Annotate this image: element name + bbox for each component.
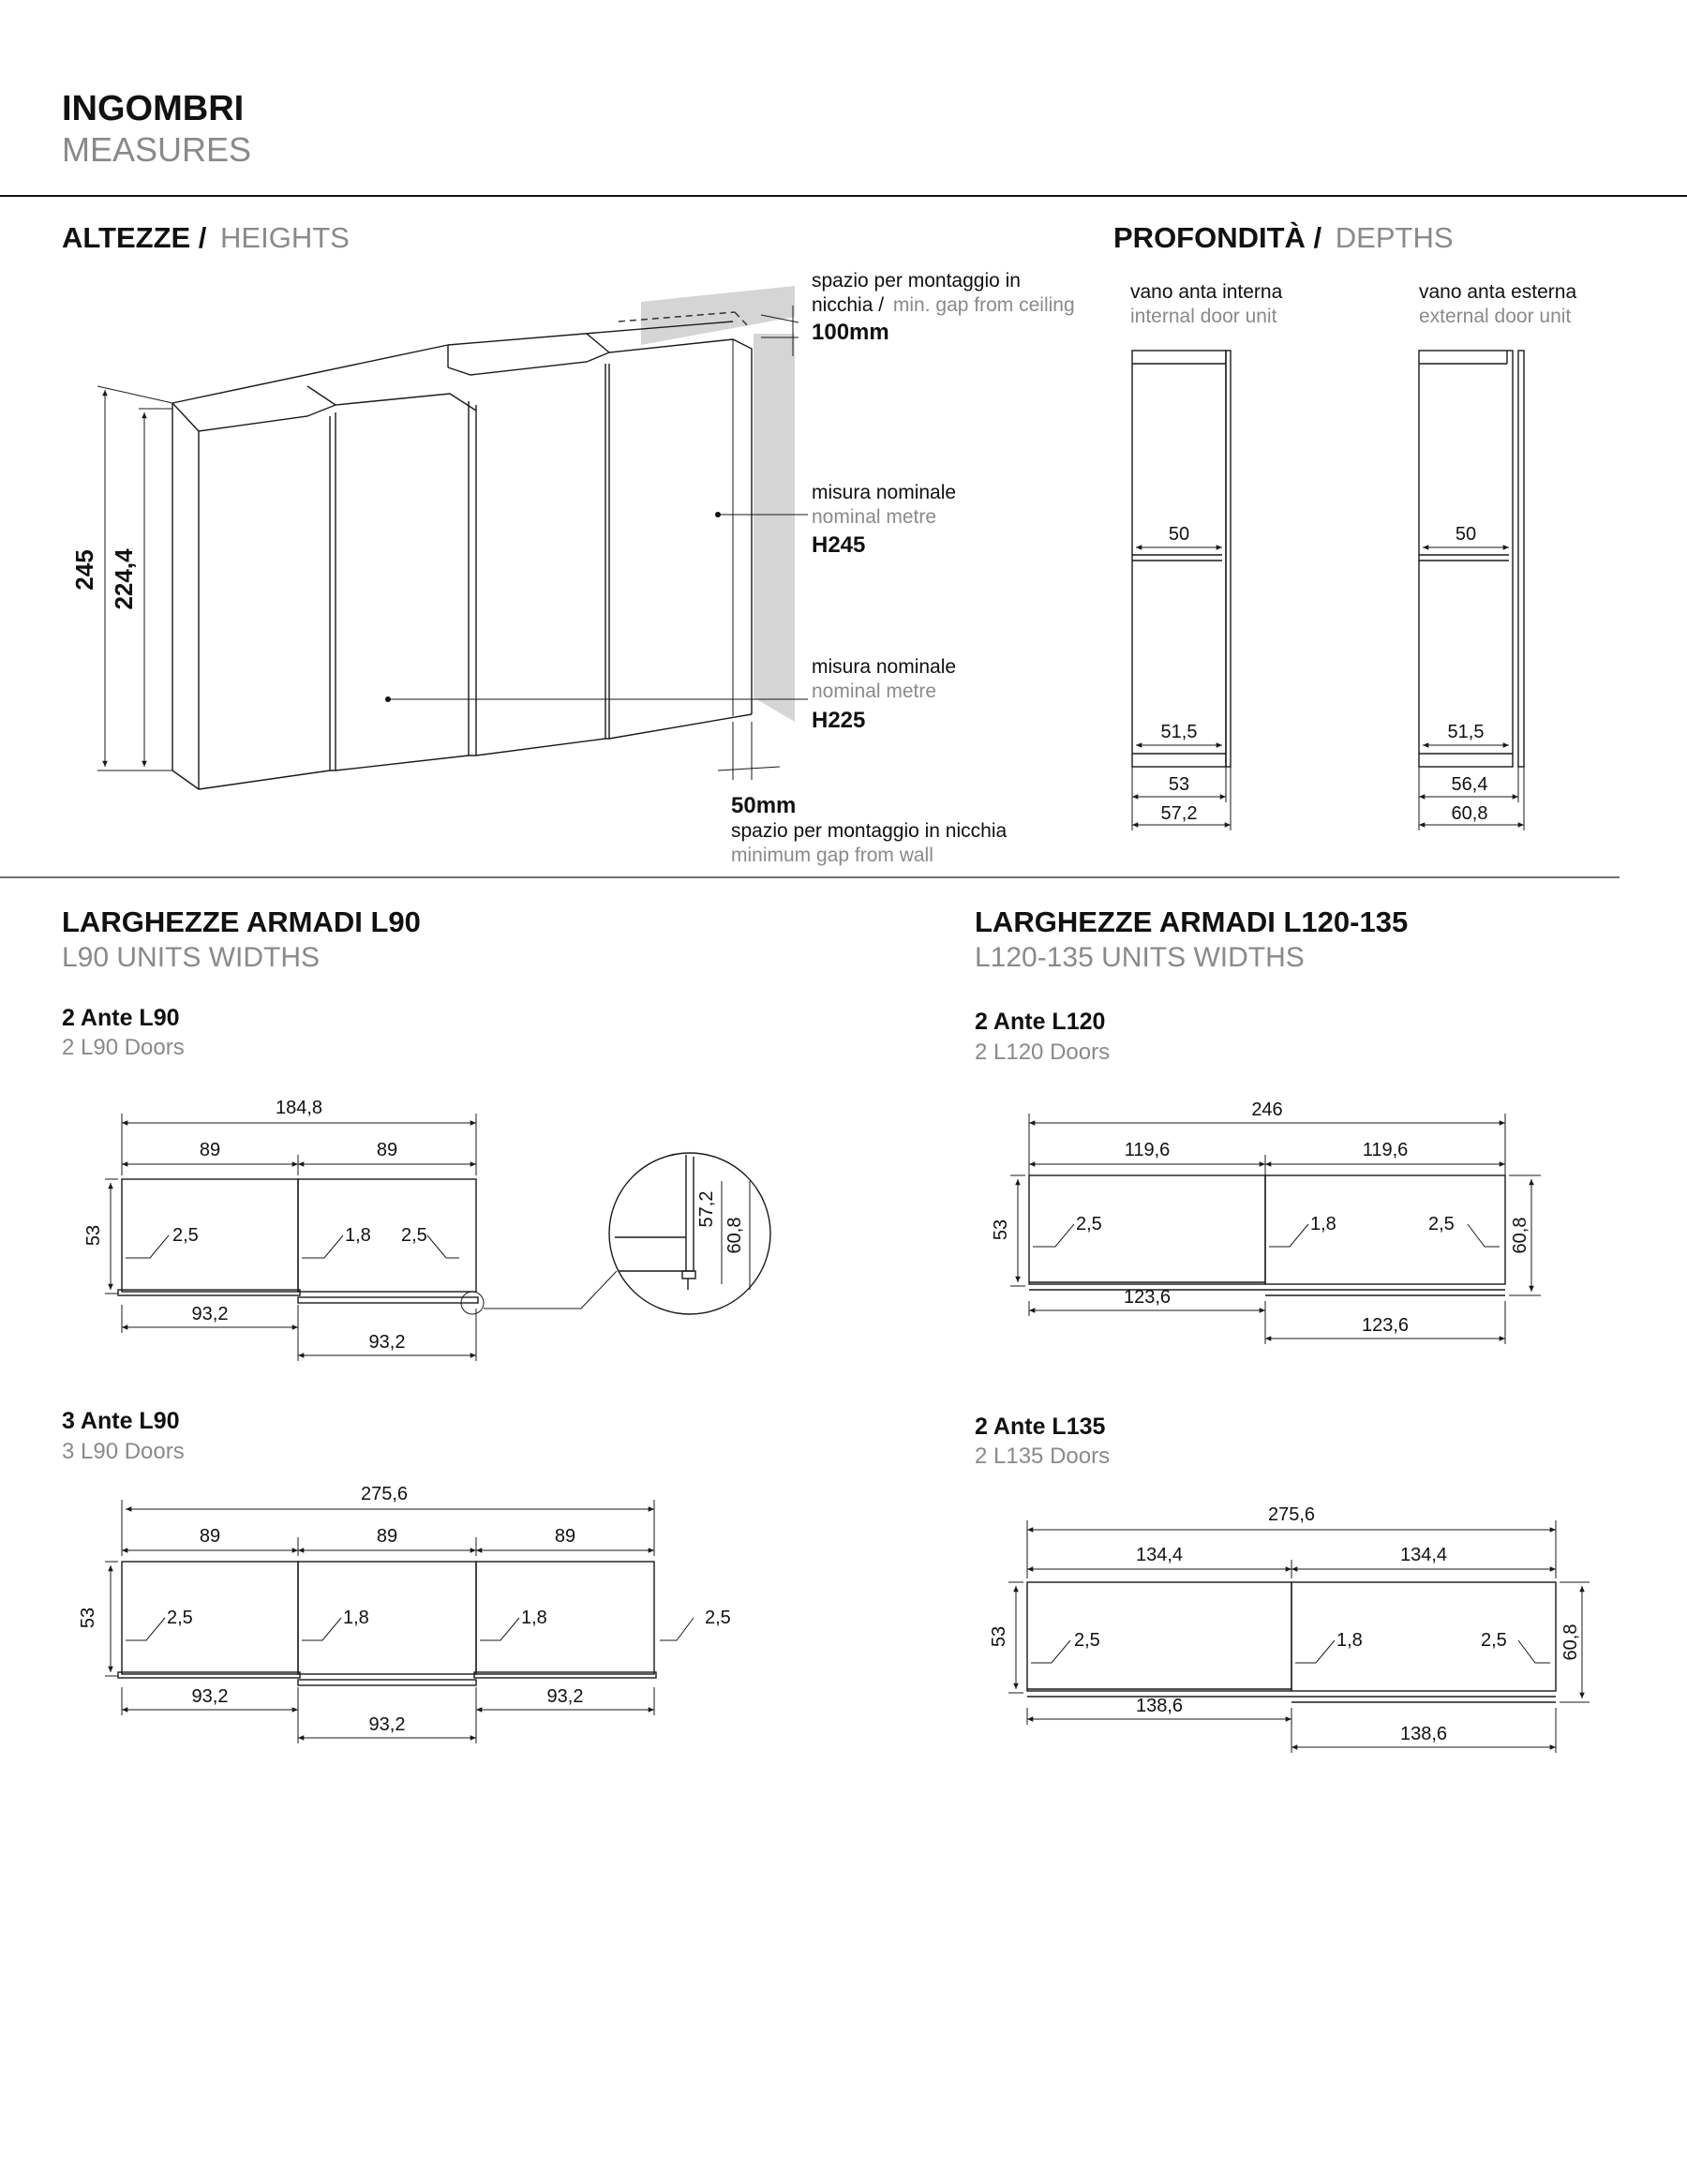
external-depth-515: 51,5 bbox=[1447, 722, 1485, 742]
external-depth-50: 50 bbox=[1455, 524, 1477, 545]
height-dim-2244: 224,4 bbox=[110, 548, 138, 610]
detail-dim-608: 60,8 bbox=[724, 1217, 745, 1254]
l120-subtitle: L120-135 UNITS WIDTHS bbox=[975, 942, 1305, 973]
l90-two-w1: 89 bbox=[199, 1140, 221, 1160]
l90-two-depth: 53 bbox=[83, 1224, 104, 1247]
l90-three-depth: 53 bbox=[78, 1607, 98, 1629]
heights-title: ALTEZZE / HEIGHTS bbox=[62, 221, 350, 254]
internal-depth-50: 50 bbox=[1168, 524, 1190, 545]
l90-three-gap1: 2,5 bbox=[167, 1608, 193, 1628]
l120-a-subtitle: 2 L120 Doors bbox=[975, 1040, 1111, 1065]
l90-two-w2: 89 bbox=[376, 1140, 398, 1160]
wall-gap-note-it: spazio per montaggio in nicchia bbox=[731, 820, 1008, 842]
l90-three-gap4: 2,5 bbox=[705, 1608, 731, 1628]
wardrobe-elevation bbox=[97, 286, 808, 789]
l120-a-gap3: 2,5 bbox=[1428, 1214, 1455, 1234]
l120-b-b2: 138,6 bbox=[1399, 1724, 1448, 1744]
l120-a-b2: 123,6 bbox=[1361, 1315, 1410, 1336]
l120-a-depth2: 60,8 bbox=[1510, 1217, 1530, 1254]
l120-a-b1: 123,6 bbox=[1123, 1287, 1172, 1308]
external-door-label-it: vano anta esterna bbox=[1419, 281, 1577, 303]
l90-two-gap2: 1,8 bbox=[345, 1225, 371, 1246]
l120-a-title: 2 Ante L120 bbox=[975, 1009, 1106, 1035]
l90-two-gap3: 2,5 bbox=[401, 1225, 427, 1246]
external-depth-608: 60,8 bbox=[1451, 803, 1488, 824]
nominal-label-en-245: nominal metre bbox=[812, 506, 937, 528]
height-h225: H225 bbox=[812, 708, 866, 733]
internal-door-label-it: vano anta interna bbox=[1130, 281, 1283, 303]
depths-title: PROFONDITÀ / DEPTHS bbox=[1113, 221, 1454, 254]
height-h245: H245 bbox=[812, 532, 866, 558]
l90-two-subtitle: 2 L90 Doors bbox=[62, 1035, 185, 1060]
l120-a-w2: 119,6 bbox=[1362, 1140, 1409, 1160]
l120-a-total: 246 bbox=[1251, 1099, 1283, 1120]
l120-b-w1: 134,4 bbox=[1135, 1545, 1184, 1565]
ceiling-gap-value: 100mm bbox=[812, 320, 889, 345]
l90-three-subtitle: 3 L90 Doors bbox=[62, 1439, 185, 1464]
internal-depth-515: 51,5 bbox=[1160, 722, 1198, 742]
l120-b-depth2: 60,8 bbox=[1560, 1623, 1581, 1661]
l90-three-b1: 93,2 bbox=[191, 1686, 229, 1707]
page-title: INGOMBRI bbox=[62, 89, 245, 128]
l90-three-total: 275,6 bbox=[360, 1484, 409, 1504]
l120-a-w1: 119,6 bbox=[1124, 1140, 1171, 1160]
external-door-label-en: external door unit bbox=[1419, 306, 1572, 327]
height-dim-245: 245 bbox=[70, 549, 98, 591]
l120-b-total: 275,6 bbox=[1267, 1504, 1316, 1525]
plan-3-ante-l90 bbox=[105, 1500, 694, 1743]
wall-gap-note-en: minimum gap from wall bbox=[731, 845, 933, 866]
l90-three-gap3: 1,8 bbox=[521, 1608, 547, 1628]
l120-b-gap1: 2,5 bbox=[1074, 1630, 1100, 1651]
nominal-label-it-225: misura nominale bbox=[812, 656, 957, 678]
l90-three-b3: 93,2 bbox=[546, 1686, 584, 1707]
l120-b-b1: 138,6 bbox=[1135, 1696, 1184, 1716]
l120-b-title: 2 Ante L135 bbox=[975, 1414, 1106, 1440]
wall-gap-value: 50mm bbox=[731, 793, 797, 818]
l90-three-b2: 93,2 bbox=[368, 1714, 406, 1735]
l90-three-w1: 89 bbox=[199, 1526, 221, 1547]
l120-a-gap1: 2,5 bbox=[1076, 1214, 1102, 1234]
l120-a-gap2: 1,8 bbox=[1310, 1214, 1336, 1234]
l120-b-subtitle: 2 L135 Doors bbox=[975, 1444, 1111, 1469]
l120-a-depth: 53 bbox=[991, 1219, 1011, 1241]
l90-two-total: 184,8 bbox=[275, 1098, 323, 1118]
l90-three-title: 3 Ante L90 bbox=[62, 1408, 180, 1434]
internal-door-section bbox=[1132, 351, 1231, 830]
detail-dim-572: 57,2 bbox=[696, 1190, 717, 1228]
l90-two-gap1: 2,5 bbox=[172, 1225, 199, 1246]
l120-b-w2: 134,4 bbox=[1399, 1545, 1448, 1565]
l90-three-w2: 89 bbox=[376, 1526, 398, 1547]
l90-subtitle: L90 UNITS WIDTHS bbox=[62, 942, 321, 973]
l120-b-gap2: 1,8 bbox=[1336, 1630, 1363, 1651]
ceiling-note-2: nicchia / min. gap from ceiling bbox=[812, 294, 1075, 316]
internal-door-label-en: internal door unit bbox=[1130, 306, 1277, 327]
page-subtitle: MEASURES bbox=[62, 130, 252, 169]
l90-title: LARGHEZZE ARMADI L90 bbox=[62, 905, 421, 938]
ceiling-note-1: spazio per montaggio in bbox=[812, 270, 1021, 292]
nominal-label-en-225: nominal metre bbox=[812, 681, 937, 702]
l120-b-gap3: 2,5 bbox=[1481, 1630, 1507, 1651]
l120-title: LARGHEZZE ARMADI L120-135 bbox=[975, 905, 1409, 938]
l120-b-depth: 53 bbox=[989, 1625, 1009, 1648]
l90-two-b1: 93,2 bbox=[191, 1304, 229, 1324]
external-depth-564: 56,4 bbox=[1451, 774, 1488, 795]
internal-depth-53: 53 bbox=[1168, 774, 1190, 795]
external-door-section bbox=[1419, 351, 1524, 830]
l90-three-w3: 89 bbox=[554, 1526, 576, 1547]
nominal-label-it-245: misura nominale bbox=[812, 482, 957, 503]
internal-depth-572: 57,2 bbox=[1160, 803, 1198, 824]
l90-two-title: 2 Ante L90 bbox=[62, 1005, 180, 1031]
l90-two-b2: 93,2 bbox=[368, 1332, 406, 1353]
l90-three-gap2: 1,8 bbox=[343, 1608, 369, 1628]
